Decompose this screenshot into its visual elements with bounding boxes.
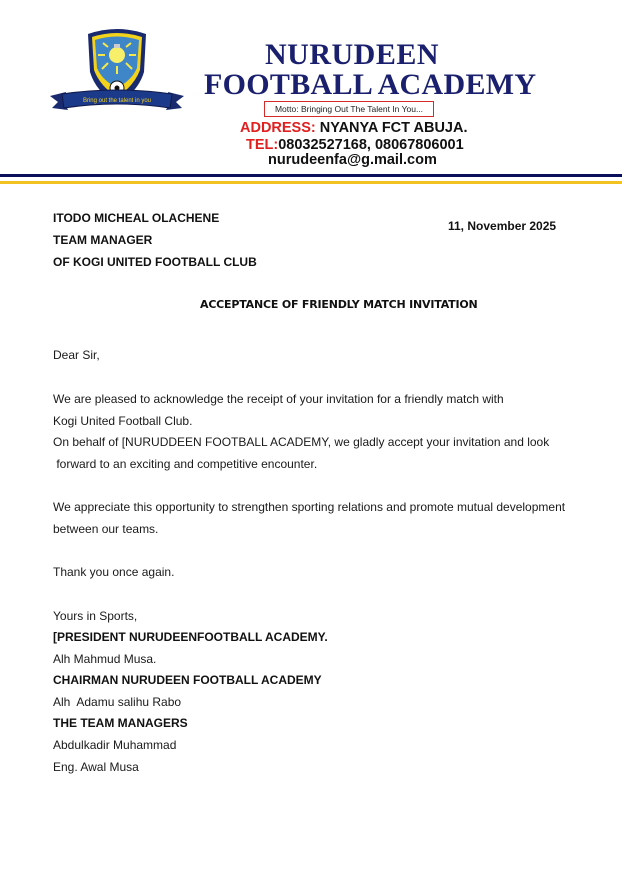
salutation: Dear Sir, bbox=[53, 348, 100, 362]
body-line: Kogi United Football Club. bbox=[53, 414, 193, 428]
address-line bbox=[240, 120, 467, 136]
closing: Yours in Sports, bbox=[53, 609, 138, 623]
svg-text:Bring out the talent in you: Bring out the talent in you bbox=[82, 98, 152, 104]
president-title: [PRESIDENT NURUDEENFOOTBALL ACADEMY. bbox=[53, 630, 328, 644]
recipient-name: ITODO MICHEAL OLACHENE bbox=[53, 211, 220, 225]
tel-value: 08032527168, 08067806001 bbox=[278, 137, 464, 153]
letter-subject: ACCEPTANCE OF FRIENDLY MATCH INVITATION bbox=[200, 298, 478, 311]
president-name: Alh Mahmud Musa. bbox=[53, 652, 157, 666]
body-line: On behalf of [NURUDDEEN FOOTBALL ACADEMY, we gladly accept your invitation and look bbox=[53, 435, 550, 449]
body-line: between our teams. bbox=[53, 522, 159, 536]
team-managers-title: THE TEAM MANAGERS bbox=[53, 716, 188, 730]
telephone-line bbox=[246, 137, 464, 153]
letterhead-rule-gold bbox=[0, 181, 622, 184]
address-label: ADDRESS: bbox=[240, 120, 316, 136]
motto-box: Motto: Bringing Out The Talent In You... bbox=[264, 101, 434, 117]
academy-crest-icon bbox=[48, 22, 186, 116]
body-line: forward to an exciting and competitive encounter. bbox=[53, 457, 318, 471]
thanks-line: Thank you once again. bbox=[53, 565, 175, 579]
academy-name-line1: NURUDEEN bbox=[265, 38, 440, 71]
manager-name: Abdulkadir Muhammad bbox=[53, 738, 177, 752]
body-line: We appreciate this opportunity to strengthen sporting relations and promote mutual development bbox=[53, 500, 566, 514]
academy-name-line2: FOOTBALL ACADEMY bbox=[204, 68, 537, 101]
body-line: We are pleased to acknowledge the receipt of your invitation for a friendly match with bbox=[53, 392, 504, 406]
manager-name: Eng. Awal Musa bbox=[53, 760, 139, 774]
recipient-title: TEAM MANAGER bbox=[53, 233, 153, 247]
tel-label: TEL: bbox=[246, 137, 279, 153]
letter-date: 11, November 2025 bbox=[448, 219, 557, 233]
chairman-name: Alh Adamu salihu Rabo bbox=[53, 695, 182, 709]
letterhead-rule-navy bbox=[0, 174, 622, 177]
email-address: nurudeenfa@g.mail.com bbox=[268, 152, 437, 168]
recipient-organization: OF KOGI UNITED FOOTBALL CLUB bbox=[53, 255, 257, 269]
address-value: NYANYA FCT ABUJA. bbox=[315, 120, 468, 136]
chairman-title: CHAIRMAN NURUDEEN FOOTBALL ACADEMY bbox=[53, 673, 322, 687]
